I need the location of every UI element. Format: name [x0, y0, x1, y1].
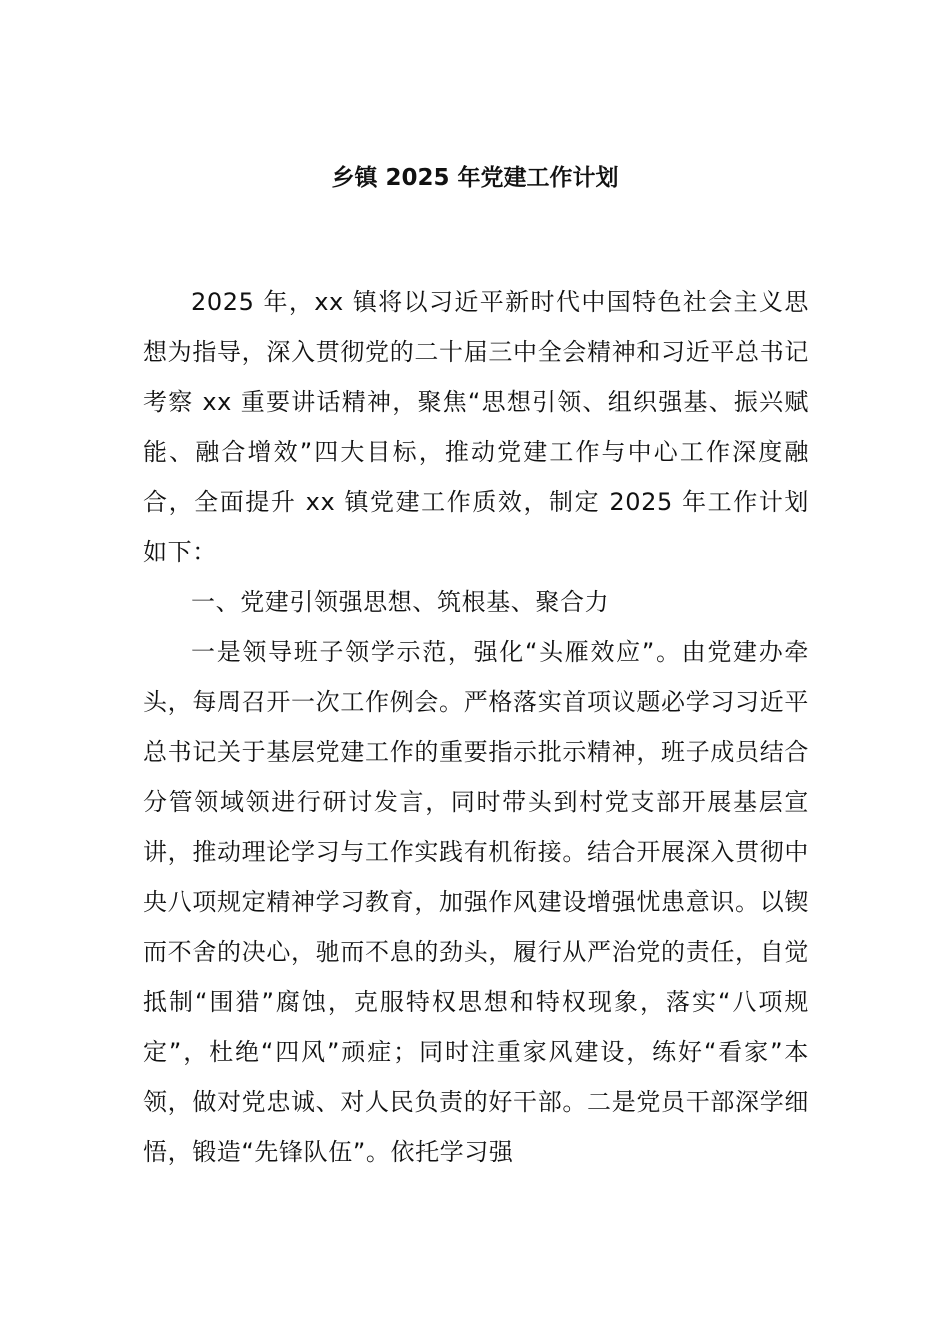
intro-paragraph: 2025 年，xx 镇将以习近平新时代中国特色社会主义思想为指导，深入贯彻党的二十届三中全会精神和习近平总书记考察 xx 重要讲话精神，聚焦“思想引领、组织强基、振兴赋能、融合增效”四大目标，推动党建工作与中心工作深度融合，全面提升 xx 镇党建工作质效，制定 2025 年工作计划如下： — [143, 288, 809, 566]
document-body — [143, 277, 809, 1177]
document-title: 乡镇 2025 年党建工作计划 — [331, 165, 619, 191]
body-paragraph: 一是领导班子领学示范，强化“头雁效应”。由党建办牵头，每周召开一次工作例会。严格落实首项议题必学习习近平总书记关于基层党建工作的重要指示批示精神，班子成员结合分管领域领进行研讨发言，同时带头到村党支部开展基层宣讲，推动理论学习与工作实践有机衔接。结合开展深入贯彻中央八项规定精神学习教育，加强作风建设增强忧患意识。以锲而不舍的决心，驰而不息的劲头，履行从严治党的责任，自觉抵制“围猎”腐蚀，克服特权思想和特权现象，落实“八项规定”，杜绝“四风”顽症；同时注重家风建设，练好“看家”本领，做对党忠诚、对人民负责的好干部。二是党员干部深学细悟，锻造“先锋队伍”。依托学习强 — [143, 638, 809, 1166]
section-heading: 一、党建引领强思想、筑根基、聚合力 — [191, 588, 610, 616]
